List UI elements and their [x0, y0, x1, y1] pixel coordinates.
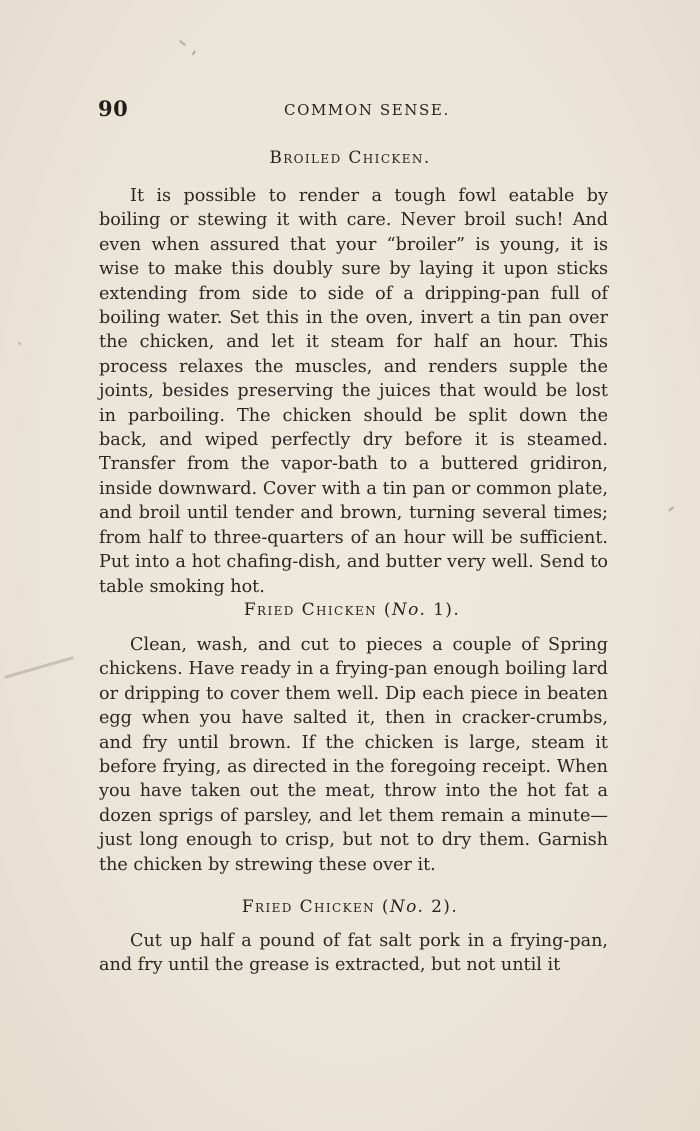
section-heading-fried-chicken-1 — [2, 600, 700, 620]
heading-number-label: No. — [391, 600, 427, 620]
section-heading-broiled-chicken: Broiled Chicken. — [269, 148, 431, 168]
paper-speck — [192, 50, 196, 55]
section-heading-fried-chicken-2 — [0, 897, 700, 917]
heading-number: 2). — [424, 897, 459, 917]
paragraph-fried-chicken-2: Cut up half a pound of fat salt pork in a frying-pan, and fry until the grease is extracted, but not until it — [99, 931, 608, 976]
running-head — [98, 96, 608, 122]
paper-speck — [179, 40, 186, 46]
paper-speck — [668, 506, 674, 511]
heading-number-label: No. — [389, 897, 425, 917]
heading-text: Fried Chicken ( — [241, 897, 390, 917]
heading-text: Fried Chicken ( — [243, 600, 392, 620]
running-title: COMMON SENSE. — [284, 101, 450, 119]
paragraph-broiled-chicken: It is possible to render a tough fowl eatable by boiling or stewing it with care. Never broil such! And even when assured that your “broiler” is young, it is wise to make this doubly sure by laying it upon sticks extending from side to side of a dripping-pan full of boiling water. Set this in the oven, invert a tin pan over the chicken, and let it steam for half an hour. This process relaxes the muscles, and renders supple the joints, besides preserving the juices that would be lost in parboiling. The chicken should be split down the back, and wiped perfectly dry before it is steamed. Transfer from the vapor-bath to a buttered gridiron, inside downward. Cover with a tin pan or common plate, and broil until tender and brown, turning several times; from half to three-quarters of an hour will be sufficient. Put into a hot chafing-dish, and butter very well. Send to table smoking hot. — [99, 186, 608, 597]
paper-speck — [18, 342, 21, 345]
paragraph-fried-chicken-1: Clean, wash, and cut to pieces a couple of Spring chickens. Have ready in a frying-pan enough boiling lard or dripping to cover them well. Dip each piece in beaten egg when you have salted it, then in cracker-crumbs, and fry until brown. If the chicken is large, steam it before frying, as directed in the foregoing receipt. When you have taken out the meat, throw into the hot fat a dozen sprigs of parsley, and let them remain a minute—just long enough to crisp, but not to dry them. Garnish the chicken by strewing these over it. — [99, 635, 608, 875]
paper-smudge — [4, 656, 74, 679]
page-number: 90 — [98, 96, 129, 121]
heading-number: 1). — [426, 600, 461, 620]
